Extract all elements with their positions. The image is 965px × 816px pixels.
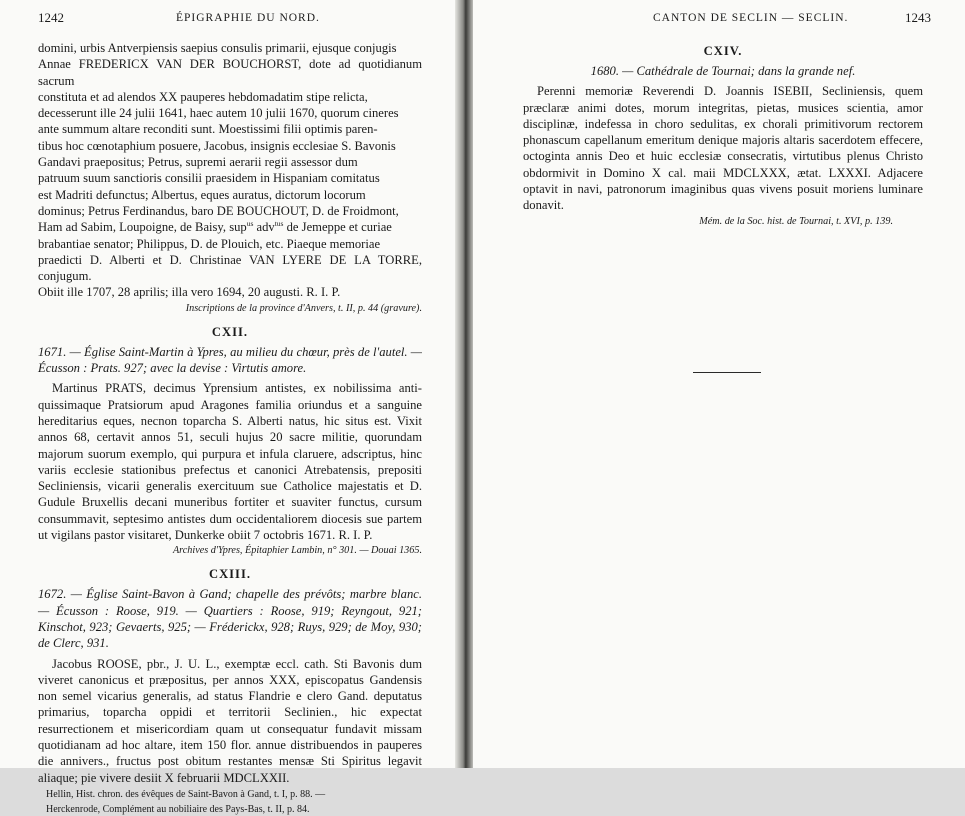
intro-paragraph xyxy=(38,40,422,301)
right-text-column xyxy=(523,40,923,229)
intro-line: domini, urbis Antverpiensis saepius consulis primarii, ejusque conjugis xyxy=(38,41,397,55)
section-source-ref: Mém. de la Soc. hist. de Tournai, t. XVI, p. 139. xyxy=(699,215,893,227)
intro-line: patruum suum sanctioris consilii praesidem in Hispaniam comitatus xyxy=(38,171,380,186)
intro-line-part: adv xyxy=(253,220,275,235)
intro-line: brabantiae senator; Philippus, D. de Plouich, etc. Piaeque memoriae xyxy=(38,236,381,251)
intro-line: Gandavi praepositus; Petrus, supremi aerarii regii assessor dum xyxy=(38,155,358,170)
section-heading: 1672. — Église Saint-Bavon à Gand; chapelle des prévôts; marbre blanc. — Écusson : Roose, 919. — Quartiers : Roose, 919; Reyngout, 921; Kinschot, 923; Gevaerts, 925; — Fréderickx, 928; Ruys, 929; de Moy, 930; de Clerc, 931. xyxy=(38,587,422,651)
intro-line: decesserunt ille 24 julii 1641, haec autem 10 julii 1670, quorum cineres xyxy=(38,106,399,121)
intro-line: praedicti D. Alberti et D. Christinae VAN LYERE DE LA TORRE, conjugum. xyxy=(38,252,422,284)
section-number: CXIV. xyxy=(703,44,743,58)
left-page xyxy=(0,0,455,815)
section-body: Martinus PRATS, decimus Yprensium antistes, ex nobilissima anti-quissimaque Pratsiorum apud Aragones familia oriundus et a sanguine hereditarius eques, necnon toparcha S. Alberti natus, hic situs est. Vixit annos 68, certavit annos 51, seculi hujus 20 sacre militie, quorundam majorum suorum exemplo, qui purpura et infula claruere, adscriptus, hinc variis ecclesie stationibus prefectus et canonici Atrebatensis, prepositi Secliniensis, vicarii generalis exercituum sue Catholice majestatis et D. Gudule Bruxellis decani muneribus fortiter et suaviter functus, cursum consummavit, septesimo antistes dum occidentaliorem diocesis sue partem ut vigilans pastor visitaret, Dunkerke obiit 7 octobris 1671. R. I. P. xyxy=(38,381,422,543)
intro-line-part: Ham ad Sabim, Loupoigne, de Baisy, sup xyxy=(38,220,247,235)
intro-line: Annae FREDERICX VAN DER BOUCHORST, dote ad quotidianum sacrum xyxy=(38,57,422,88)
intro-line: constituta et ad alendos XX pauperes hebdomadatim stipe relicta, xyxy=(38,89,368,104)
intro-line-part: de xyxy=(283,220,302,235)
intro-source-ref: Inscriptions de la province d'Anvers, t. II, p. 44 (gravure). xyxy=(185,302,422,314)
intro-line: tibus hoc cœnotaphium posuere, Jacobus, insignis ecclesiae S. Bavonis xyxy=(38,138,396,153)
intro-line: dominus; Petrus Ferdinandus, baro DE BOUCHOUT, D. de Froidmont, xyxy=(38,203,399,218)
left-text-column xyxy=(38,40,422,816)
end-rule xyxy=(693,372,761,373)
superscript: us xyxy=(246,219,254,229)
section-heading: 1671. — Église Saint-Martin à Ypres, au milieu du chœur, près de l'autel. — Écusson : Prats. 927; avec la devise : Virtutis amore. xyxy=(38,344,422,376)
book-spine xyxy=(455,0,473,768)
left-running-head: ÉPIGRAPHIE DU NORD. xyxy=(176,12,320,24)
left-page-number: 1242 xyxy=(38,10,64,25)
section-body: Perenni memoriæ Reverendi D. Joannis ISEBII, Secliniensis, quem præclaræ animi dotes, morum integritas, pietas, musices scientia, amor disciplinæ, indefessa in choro sedulitas, ex chorali primitivorum rectorem phonascum capellanum emeritum denique majoris altaris sacerdotem effecere, octoginta annis Deo et huic ecclesiæ consecratis, virtutibus plenus Christo obdormivit in Domino X cal. maii MDCLXXX, ætat. LXXXI. Adjacere optavit in navi, patronorum imaginibus quas vivens posuit moriens luminare donavit. xyxy=(523,84,923,213)
right-page-number: 1243 xyxy=(905,10,931,25)
section-source-ref: Hellin, Hist. chron. des évêques de Saint-Bavon à Gand, t. I, p. 88. — xyxy=(46,788,326,800)
right-page xyxy=(473,0,965,768)
section-number: CXII. xyxy=(211,324,249,339)
intro-line: est Madriti defunctus; Albertus, eques auratus, dictorum locorum xyxy=(38,187,366,202)
section-source-ref: Archives d'Ypres, Épitaphier Lambin, n° 301. — Douai 1365. xyxy=(172,545,422,557)
intro-line: Obiit ille 1707, 28 aprilis; illa vero 1694, 20 augusti. R. I. P. xyxy=(38,285,341,300)
section-body: Jacobus ROOSE, pbr., J. U. L., exemptæ eccl. cath. Sti Bavonis dum viveret canonicus et præpositus, per annos XXX, episcopatus Gandensis non semel vicarius generalis, ad status Flandrie e clero Gand. deputatus primarius, toparcha oppidi et territorii Seclinien., hic expectat resurrectionem et misericordiam quam ut consequatur fundavit missam quotidianam ad hoc altare, item 150 flor. annue distribuendos in pauperes die annivers., fructus post obitum restantes mensæ Sti Spiritus legavit aliaque; pie vivere desiit X februarii MDCLXXII. xyxy=(38,656,422,785)
intro-line-part: Jemeppe et curiae xyxy=(301,220,392,235)
section-heading: 1680. — Cathédrale de Tournai; dans la grande nef. xyxy=(590,64,856,78)
intro-line: ante summum altare reconditi sunt. Moestissimi filii optimis paren- xyxy=(38,122,378,137)
section-source-ref: Herckenrode, Complément au nobiliaire des Pays-Bas, t. II, p. 84. xyxy=(46,803,310,815)
right-running-head: CANTON DE SECLIN — SECLIN. xyxy=(653,12,849,24)
superscript: tus xyxy=(274,219,284,229)
intro-line xyxy=(38,219,422,235)
section-number: CXIII. xyxy=(208,567,252,582)
